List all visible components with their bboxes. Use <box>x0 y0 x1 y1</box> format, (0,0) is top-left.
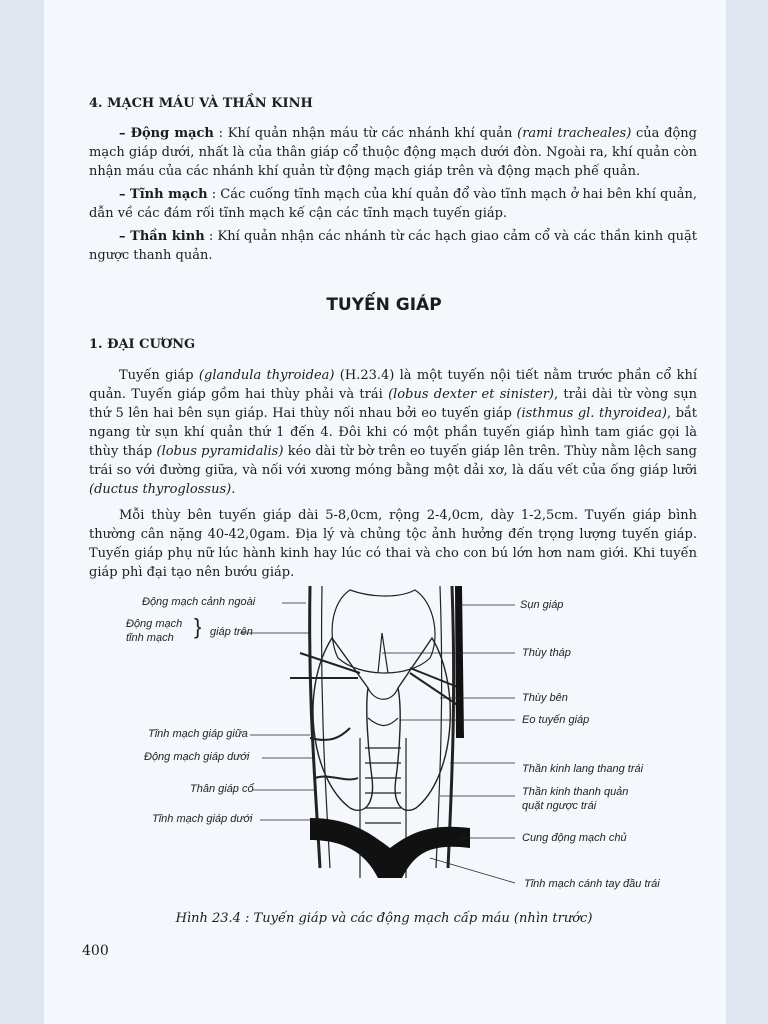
p1-latin-4: (lobus pyramidalis) <box>156 444 284 459</box>
label-recurrent-laryngeal-2: quặt ngược trái <box>522 800 597 812</box>
nerves-text: : Khí quản nhận các nhánh từ các hạch giao cảm cổ và các thần kinh quặt ngược thanh quản. <box>89 229 697 263</box>
label-thyrocervical-trunk: Thân giáp cổ <box>190 783 254 795</box>
p1-text-3: , trải dài từ vòng sụn thứ 5 lên hai bên sụn giáp. Hai thùy nối nhau bởi eo tuyến giáp <box>89 387 698 421</box>
term-veins: – Tĩnh mạch <box>119 187 208 202</box>
p1-text-6: . <box>231 482 236 497</box>
section-overview-body <box>89 366 697 582</box>
paragraph-overview-2: Mỗi thùy bên tuyến giáp dài 5-8,0cm, rộng 2-4,0cm, dày 1-2,5cm. Tuyến giáp bình thường cân nặng 40-42,0gam. Địa lý và chủng tộc ảnh hưởng đến trọng lượng tuyến giáp. Tuyến giáp phụ nữ lúc hành kinh hay lúc có thai và cho con bú lớn hơn nam giới. Khi tuyến giáp phì đại tạo nên bướu giáp. <box>89 508 697 580</box>
paragraph-nerves <box>89 227 697 265</box>
arteries-latin: (rami tracheales) <box>517 126 632 141</box>
p1-latin-2: (lobus dexter et sinister) <box>388 387 554 402</box>
page-edge-left <box>0 0 44 1024</box>
veins-text: : Các cuống tĩnh mạch của khí quản đổ vào tĩnh mạch ở hai bên khí quản, dẫn về các đám rối tĩnh mạch kế cận các tĩnh mạch tuyến giáp. <box>89 187 697 221</box>
p1-latin-3: (isthmus gl. thyroidea) <box>516 406 667 421</box>
p1-text-1: Tuyến giáp <box>119 368 199 383</box>
arteries-text-a: : Khí quản nhận máu từ các nhánh khí quản <box>213 126 518 141</box>
arteries-text-b: của động mạch giáp dưới, nhất là của thân giáp cổ thuộc động mạch dưới đòn. Ngoài ra, khí quản còn nhận máu của các nhánh khí quản từ động mạch giáp trên và động mạch phế quản. <box>89 126 697 179</box>
paragraph-veins <box>89 185 697 223</box>
page-edge-right <box>726 0 768 1024</box>
section-vessels-body <box>89 124 697 265</box>
section-heading-vessels-nerves: 4. MẠCH MÁU VÀ THẦN KINH <box>89 96 313 111</box>
term-nerves: – Thần kinh <box>119 229 205 244</box>
label-external-carotid-artery: Động mạch cảnh ngoài <box>142 596 256 608</box>
label-vein: tĩnh mạch <box>126 632 174 644</box>
label-isthmus: Eo tuyến giáp <box>522 714 590 726</box>
label-lateral-lobe: Thùy bên <box>522 692 568 704</box>
label-recurrent-laryngeal-1: Thần kinh thanh quản <box>522 786 629 798</box>
figure-caption: Hình 23.4 : Tuyến giáp và các động mạch cấp máu (nhìn trước) <box>175 911 593 926</box>
label-superior-thyroid: giáp trên <box>210 626 253 638</box>
section-heading-overview: 1. ĐẠI CƯƠNG <box>89 337 196 352</box>
term-arteries: – Động mạch <box>119 126 214 141</box>
label-inferior-thyroid-vein: Tĩnh mạch giáp dưới <box>152 813 253 825</box>
thyroid-figure <box>110 578 670 908</box>
paragraph-overview-1 <box>89 366 697 499</box>
label-aortic-arch: Cung động mạch chủ <box>522 832 627 844</box>
label-artery: Động mạch <box>126 618 183 630</box>
label-left-vagus-nerve: Thần kinh lang thang trái <box>522 763 644 775</box>
label-pyramidal-lobe: Thùy tháp <box>522 647 571 659</box>
paragraph-arteries <box>89 124 697 181</box>
label-inferior-thyroid-artery: Động mạch giáp dưới <box>144 751 250 763</box>
p1-text-2: (H.23.4) là một tuyến nội tiết nằm trước phần cổ khí quản. Tuyến giáp gồm hai thùy phải và trái <box>89 368 697 402</box>
p1-text-4: , bắt ngang từ sụn khí quản thứ 1 đến 4. Đôi khi có một phần tuyến giáp hình tam giác gọi là thùy tháp <box>89 406 697 459</box>
p1-latin-1: (glandula thyroidea) <box>198 368 335 383</box>
page-number: 400 <box>82 943 109 959</box>
chapter-title: TUYẾN GIÁP <box>326 295 442 315</box>
label-thyroid-cartilage: Sụn giáp <box>520 599 564 611</box>
p1-latin-5: (ductus thyroglossus) <box>89 482 232 497</box>
label-middle-thyroid-vein: Tĩnh mạch giáp giữa <box>148 728 248 740</box>
brace-icon: } <box>194 614 202 639</box>
label-left-brachiocephalic-vein: Tĩnh mạch cánh tay đầu trái <box>524 878 660 890</box>
p1-text-5: kéo dài từ bờ trên eo tuyến giáp lên trên. Thùy nằm lệch sang trái so với đường giữa, và nối với xương móng bằng một dải xơ, là dấu vết của ống giáp lưỡi <box>89 444 697 478</box>
